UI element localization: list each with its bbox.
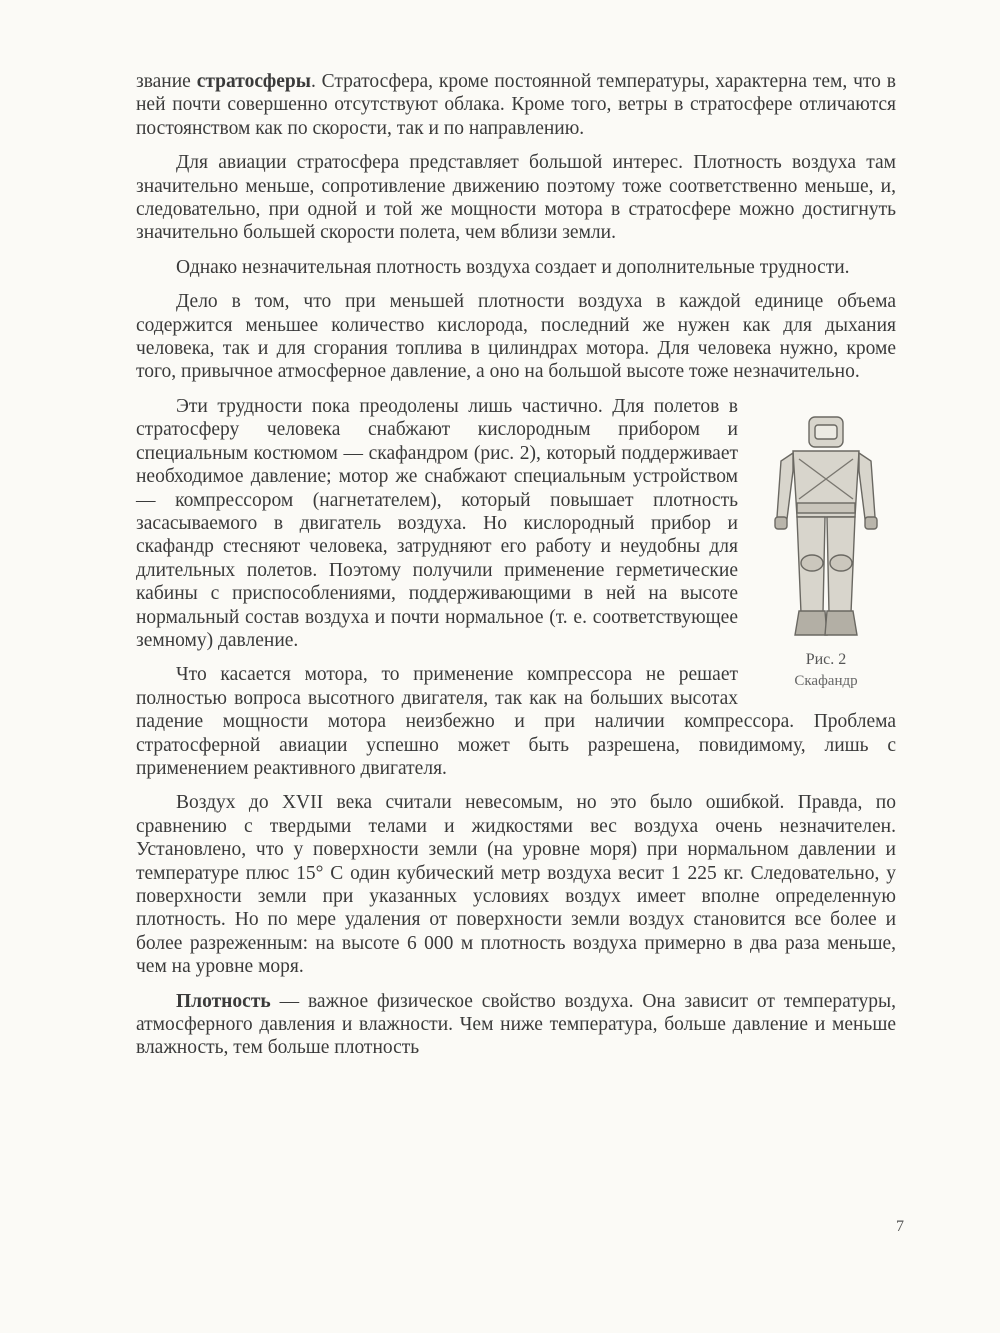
paragraph-4: Дело в том, что при меньшей плотности воздуха в каждой единице объема содержится меньшее количество кислорода, последний же нужен как для дыхания человека, так и для сгорания топлива в цилиндрах мотора. Для человека нужно, кроме того, привычное атмосферное давление, а оно на большой высоте тоже незначительно.: [136, 291, 896, 383]
term-stratosphere: стратосферы: [196, 71, 311, 92]
paragraph-5: Эти трудности пока преодолены лишь частично. Для полетов в стратосферу человека снабжают кислородным прибором и специальным костюмом — скафандром (рис. 2), который поддерживает необходимое давление; мотор же снабжают специальным устройством — компрессором (нагнетателем), который повышает плотность засасываемого в двигатель воздуха. Но кислородный прибор и скафандр стесняют человека, затрудняют его работу и неудобны для длительных полетов. Поэтому получили применение герметические кабины с приспособлениями, поддерживающими в ней на высоте нормальный состав воздуха и почти нормальное (т. е. соответствующее земному) давление.: [136, 395, 738, 651]
paragraph-6: Что касается мотора, то применение компрессора не решает полностью вопроса высотного двигателя, так как на больших высотах падение мощности мотора неизбежно и при наличии компрессора. Проблема стратосферной авиации успешно может быть разрешена, повидимому, лишь с применением реактивного двигателя.: [136, 664, 896, 779]
figure-caption: Рис. 2: [805, 650, 847, 668]
paragraph-1-start: звание: [136, 71, 197, 92]
term-density: Плотность: [176, 990, 271, 1012]
paragraph-8: [136, 990, 896, 1060]
page-number: 7: [896, 1218, 904, 1235]
paragraph-3: Однако незначительная плотность воздуха создает и дополнительные трудности.: [176, 256, 850, 278]
paragraph-8-rest: — важное физическое свойство воздуха. Она зависит от температуры, атмосферного давления и влажности. Чем ниже температура, больше давление и меньше влажность, тем больше плотность: [136, 990, 896, 1059]
paragraph-2: Для авиации стратосфера представляет большой интерес. Плотность воздуха там значительно меньше, сопротивление движению поэтому тоже соответственно меньше, и, следовательно, при одной и той же мощности мотора в стратосфере можно достигнуть значительно большей скорости полета, чем вблизи земли.: [136, 152, 896, 244]
figure-2: [756, 413, 896, 691]
paragraph-7: Воздух до XVII века считали невесомым, но это было ошибкой. Правда, по сравнению с твердыми телами и жидкостями вес воздуха очень незначителен. Установлено, что у поверхности земли (на уровне моря) при нормальном давлении и температуре плюс 15° С один кубический метр воздуха весит 1 225 кг. Следовательно, у поверхности земли при указанных условиях воздух имеет вполне определенную плотность. Но по мере удаления от поверхности земли воздух становится все более и более разреженным: на высоте 6 000 м плотность воздуха примерно в два раза меньше, чем на уровне моря.: [136, 792, 896, 978]
spacesuit-illustration-icon: [771, 413, 881, 643]
paragraph-1-rest: . Стратосфера, кроме постоянной температуры, характерна тем, что в ней почти совершенно отсутствуют облака. Кроме того, ветры в стратосфере отличаются постоянством как по скорости, так и по направлению.: [136, 71, 896, 139]
paragraph-1: [136, 70, 896, 140]
figure-title: Скафандр: [794, 672, 858, 689]
body-text: [136, 70, 896, 1071]
